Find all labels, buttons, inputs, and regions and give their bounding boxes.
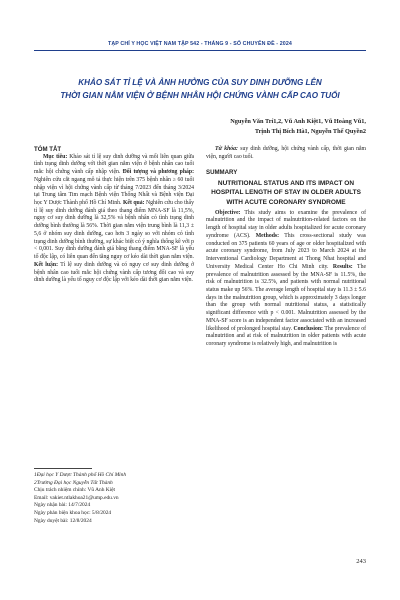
en-conclusion-text: The prevalence of malnutrition and at risk of malnutrition in older patients with acute coronary syndrome is relatively high, and malnutrition is xyxy=(206,325,366,347)
keywords-text: suy dinh dưỡng, hội chứng vành cấp, thời gian nằm viện, người cao tuổi. xyxy=(206,146,366,160)
affiliation-2: 2Trường Đại học Nguyễn Tất Thành xyxy=(34,479,113,486)
en-objective-text: This study aims to examine the prevalence of malnutrition and the impact of malnutrition-related factors on the length of hospital stay in older adults hospitalized for acute coronary syndrome (ACS). xyxy=(206,209,366,239)
en-results-text: The prevalence of malnutrition assessed by the MNA-SF is 11.5%, the risk of malnutrition is 32.5%, and patients with normal nutritional status make up 56%. The average length of hospital stay is 11.3 ± 5.6 days in the malnutrition group, which is approximately 3 days longer than the group with normal nutritional status, a statistically significant difference with p < 0.001. Malnutrition assessed by the MNA-SF score is an independent factor associated with an increased likelihood of prolonged hospital stay. xyxy=(206,263,366,332)
vietnamese-abstract xyxy=(34,146,194,285)
english-title: NUTRITIONAL STATUS AND ITS IMPACT ON HOSPITAL LENGTH OF STAY IN OLDER ADULTS WITH ACUTE CORONARY SYNDROME xyxy=(211,180,361,206)
en-conclusion-label: Conclusion: xyxy=(293,325,323,332)
page-number: 243 xyxy=(356,558,366,565)
title-line-2: THỜI GIAN NẰM VIỆN Ở BỆNH NHÂN HỘI CHỨNG VÀNH CẤP CAO TUỔI xyxy=(60,90,340,100)
summary-body xyxy=(206,210,366,349)
en-methods-label: Methods: xyxy=(255,232,280,239)
email: Email: vakiet.ntlakhoa21@ump.edu.vn xyxy=(34,494,119,501)
footnotes xyxy=(34,472,204,525)
abstract-body xyxy=(34,154,194,285)
conclusion-text: Tỉ lệ suy dinh dưỡng và có nguy cơ suy dinh dưỡng ở bệnh nhân cao tuổi mắc hội chứng vành cấp tương đối cao và suy dinh dưỡng là yếu tố nguy cơ độc lập với kéo dài thời gian nằm viện. xyxy=(34,261,194,284)
objective-text: Khảo sát tỉ lệ suy dinh dưỡng và mối liên quan giữa tình trạng dinh dưỡng với thời gian nằm viện ở bệnh nhân cao tuổi mắc hội chứng vành cấp nhập viện. xyxy=(34,153,194,176)
methods-label: Đối tượng và phương pháp: xyxy=(122,169,195,176)
abstract-heading: TÓM TẮT xyxy=(34,146,62,153)
header-divider xyxy=(34,50,366,51)
review-date: Ngày phản biện khoa học: 5/8/2024 xyxy=(34,509,112,516)
title-line-1: KHẢO SÁT TỈ LỆ VÀ ẢNH HƯỞNG CỦA SUY DINH DƯỠNG LÊN xyxy=(78,78,322,87)
authors-line-1: Nguyễn Văn Trí1,2, Vũ Anh Kiệt1, Vũ Hoàng Vũ1, xyxy=(230,118,366,125)
footnote-divider xyxy=(34,468,92,469)
keywords xyxy=(206,146,366,161)
summary-heading: SUMMARY xyxy=(206,169,238,177)
en-results-label: Results: xyxy=(332,263,353,270)
received-date: Ngày nhận bài: 14/7/2024 xyxy=(34,502,91,509)
objective-label: Mục tiêu: xyxy=(43,153,68,160)
corresponding-author: Chịu trách nhiệm chính: Vũ Anh Kiệt xyxy=(34,487,116,494)
results-text: Nghiên cứu cho thấy tỉ lệ suy dinh dưỡng đánh giá theo thang điểm MNA-SF là 11,5%, nguy cơ suy dinh dưỡng là 32,5% và bệnh nhân có tình trạng dinh dưỡng bình thường là 56%. Thời gian nằm viện trung bình là 11,3 ± 5,6 ở nhóm suy dinh dưỡng, cao hơn 3 ngày so với nhóm có tình trạng dinh dưỡng bình thường, sự khác biệt có ý nghĩa thống kê với p < 0,001. Suy dinh dưỡng đánh giá bằng thang điểm MNA-SF là yếu tố độc lập, có liên quan đến tăng nguy cơ kéo dài thời gian nằm viện. xyxy=(34,200,194,261)
english-abstract xyxy=(206,146,366,349)
conclusion-label: Kết luận: xyxy=(34,261,59,268)
affiliation-1: 1Đại học Y Dược Thành phố Hồ Chí Minh xyxy=(34,472,127,478)
en-methods-text: This cross-sectional study was conducted on 375 patients 60 years of age or older hospitalized with acute coronary syndrome, from July 2023 to March 2024 at the Interventional Cardiology Department at Thong Nhat hospital and University Medical Center Ho Chi Minh city. xyxy=(206,232,366,270)
keywords-label: Từ khóa: xyxy=(215,146,238,152)
accepted-date: Ngày duyệt bài: 12/8/2024 xyxy=(34,517,92,524)
en-objective-label: Objective: xyxy=(215,209,241,216)
journal-header: TẠP CHÍ Y HỌC VIỆT NAM TẬP 542 - THÁNG 9 - SỐ CHUYÊN ĐỀ - 2024 xyxy=(108,41,292,47)
methods-text: Nghiên cứu cắt ngang mô tả thực hiện trên 375 bệnh nhân ≥ 60 tuổi nhập viện vì hội chứng vành cấp từ tháng 7/2023 đến tháng 3/2024 tại Trung tâm Tim mạch Bệnh viện Thống Nhất và Bệnh viện Đại học Y Dược Thành phố Hồ Chí Minh. xyxy=(34,176,194,207)
author-list xyxy=(86,117,366,137)
results-label: Kết quả: xyxy=(122,200,145,207)
article-title xyxy=(30,77,370,102)
authors-line-2: Trịnh Thị Bích Hà1, Nguyễn Thế Quyền2 xyxy=(254,128,366,135)
